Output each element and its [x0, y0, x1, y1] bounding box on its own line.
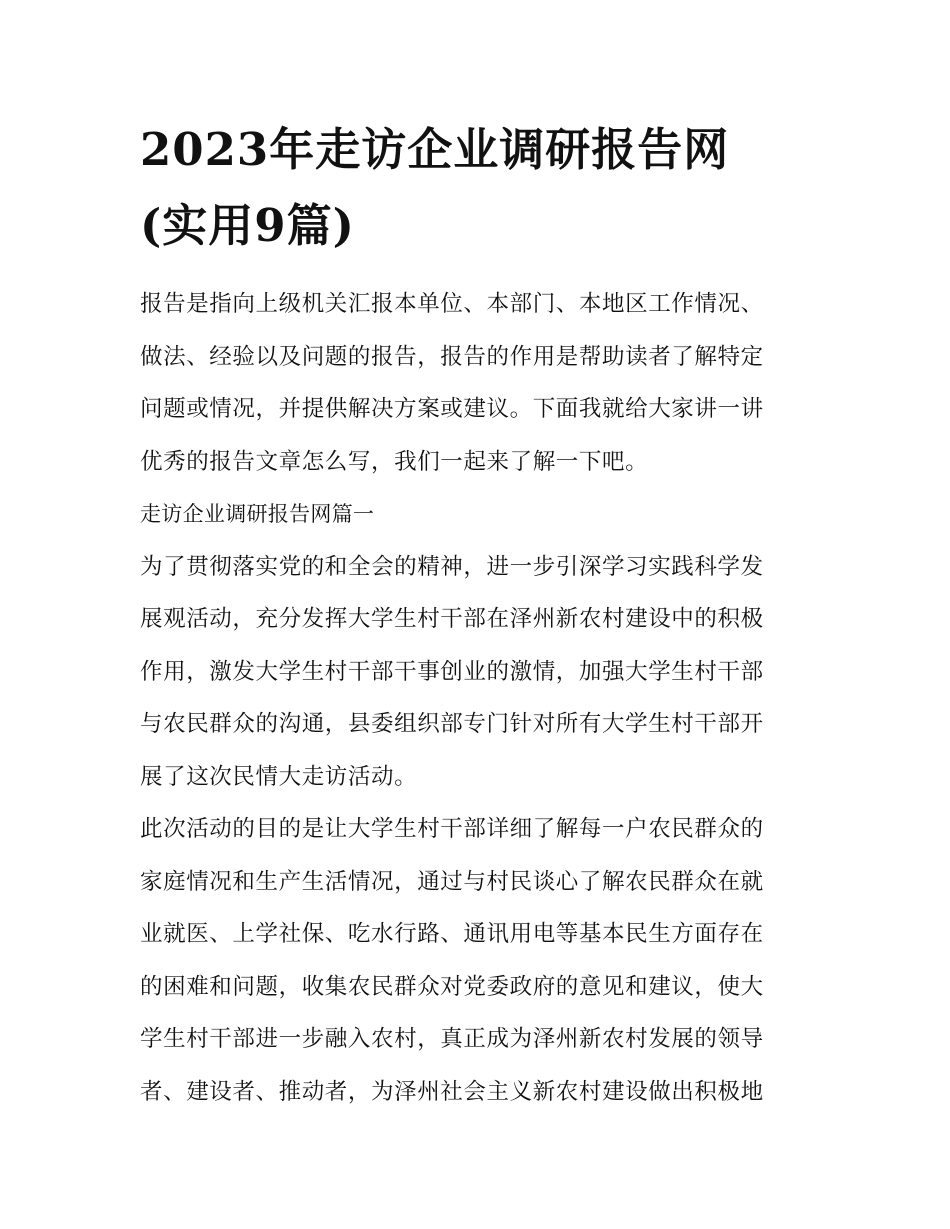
- intro-paragraph: [140, 278, 820, 488]
- title-line-1: 2023年走访企业调研报告网: [140, 123, 730, 176]
- paragraph-1-line: 展了这次民情大走访活动。: [140, 763, 418, 790]
- paragraph-1-line: 作用，激发大学生村干部干事创业的激情，加强大学生村干部: [140, 658, 764, 685]
- paragraph-2-line: 此次活动的目的是让大学生村干部详细了解每一户农民群众的: [140, 816, 764, 842]
- section-heading: 走访企业调研报告网篇一: [140, 502, 375, 526]
- document-body: [140, 278, 820, 1118]
- paragraph-2: [140, 803, 820, 1118]
- paragraph-2-line: 者、建设者、推动者，为泽州社会主义新农村建设做出积极地: [140, 1078, 764, 1105]
- paragraph-1: [140, 541, 820, 804]
- paragraph-1-line: 为了贯彻落实党的和全会的精神，进一步引深学习实践科学发: [140, 553, 764, 580]
- paragraph-2-line: 学生村干部进一步融入农村，真正成为泽州新农村发展的领导: [140, 1026, 764, 1052]
- paragraph-1-line: 与农民群众的沟通，县委组织部专门针对所有大学生村干部开: [140, 711, 764, 737]
- document-title: [140, 112, 830, 264]
- intro-line: 优秀的报告文章怎么写，我们一起来了解一下吧。: [140, 448, 649, 475]
- paragraph-2-line: 的困难和问题，收集农民群众对党委政府的意见和建议，使大: [140, 973, 764, 1000]
- paragraph-1-line: 展观活动，充分发挥大学生村干部在泽州新农村建设中的积极: [140, 606, 764, 632]
- intro-line: 报告是指向上级机关汇报本单位、本部门、本地区工作情况、: [140, 291, 764, 317]
- paragraph-2-line: 家庭情况和生产生活情况，通过与村民谈心了解农民群众在就: [140, 868, 764, 895]
- title-line-2: (实用9篇): [140, 199, 355, 252]
- intro-line: 问题或情况，并提供解决方案或建议。下面我就给大家讲一讲: [140, 396, 764, 422]
- intro-line: 做法、经验以及问题的报告，报告的作用是帮助读者了解特定: [140, 343, 764, 370]
- paragraph-2-line: 业就医、上学社保、吃水行路、通讯用电等基本民生方面存在: [140, 921, 764, 947]
